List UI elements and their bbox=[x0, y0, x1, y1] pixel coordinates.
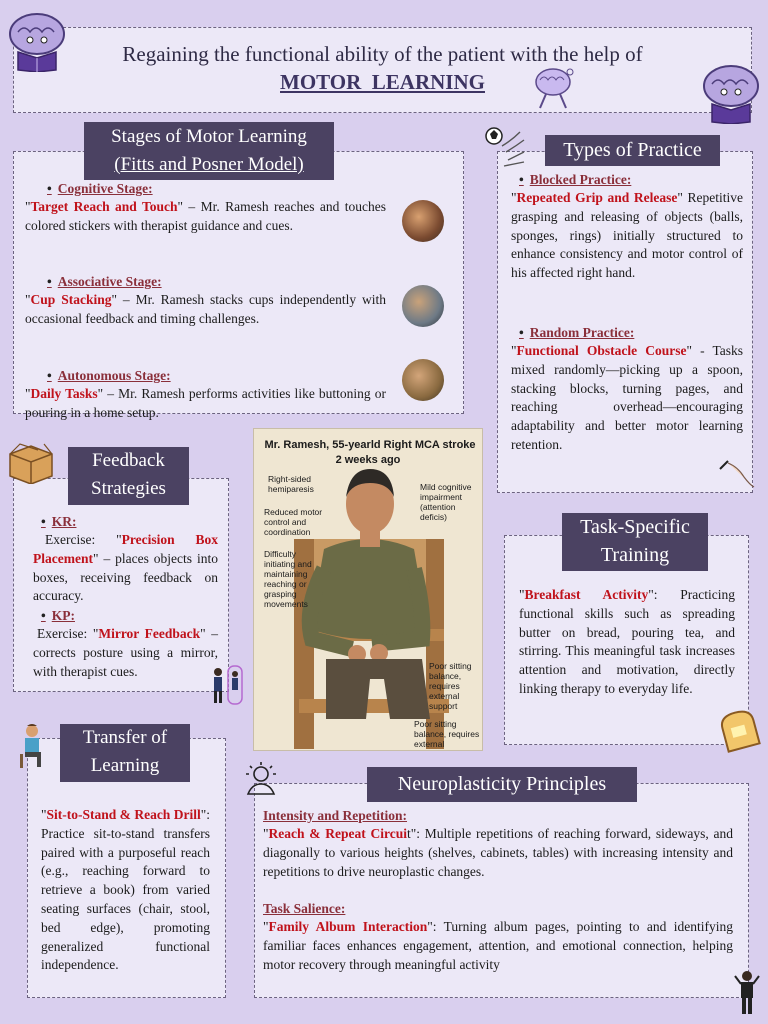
stage-label: • Autonomous Stage: bbox=[47, 367, 386, 385]
stages-header bbox=[84, 122, 334, 180]
practice-text: Tasks mixed randomly—picking up a spoon, stacking blocks, turning pages, and reaching overhead—encouraging adaptability and better motor learning retention. bbox=[511, 343, 743, 452]
stage-photo bbox=[402, 285, 444, 327]
feedback-header bbox=[68, 447, 189, 505]
stage-text: – Mr. Ramesh performs activities like buttoning or pouring in a home setup. bbox=[25, 386, 386, 420]
brain-reading-icon bbox=[698, 62, 764, 124]
brain-reading-icon bbox=[4, 10, 70, 72]
neuro-task: Reach & Repeat Circui bbox=[268, 826, 408, 841]
lightbulb-icon bbox=[242, 760, 280, 798]
title-box bbox=[13, 27, 752, 113]
page-title: Regaining the functional ability of the patient with the help of bbox=[122, 42, 643, 66]
practice-task: Functional Obstacle Course bbox=[516, 343, 687, 358]
soccer-hand-icon bbox=[484, 126, 530, 172]
transfer-header bbox=[60, 724, 190, 782]
patient-title: Mr. Ramesh, 55-yearld Right MCA stroke bbox=[264, 439, 476, 451]
neuro-salience: Task Salience: "Family Album Interaction": Turning album pages, pointing to and identifying familiar faces enhances engagement, attention, and emotional connection, helping motor recovery through meaningful activity bbox=[263, 901, 733, 972]
toast-icon bbox=[716, 708, 764, 754]
feedback-label: • KP: bbox=[41, 607, 218, 625]
feedback-text: – corrects posture using a mirror, with therapist cues. bbox=[33, 626, 218, 679]
neuro-header: Neuroplasticity Principles bbox=[367, 767, 637, 802]
task-specific-text: "Breakfast Activity": Practicing functional skills such as spreading butter on bread, pouring tea, and stirring. This meaningful task increases attention and motivation, directly linking therapy to everyday life. bbox=[519, 587, 735, 696]
practice-label: • Random Practice: bbox=[519, 324, 743, 342]
patient-subtitle: 2 weeks ago bbox=[335, 454, 401, 466]
brain-character-icon bbox=[528, 64, 578, 110]
neuro-intensity: Intensity and Repetition: "Reach & Repeat Circuit": Multiple repetitions of reaching forward, sideways, and diagonally to various heights (shelves, cabinets, tables) with increasing intensity and repetitions to drive neuroplastic changes. bbox=[263, 808, 733, 879]
feedback-label: • KR: bbox=[41, 513, 218, 531]
stage-autonomous: • Autonomous Stage: "Daily Tasks" – Mr. Ramesh performs activities like buttoning or pouring in a home setup. bbox=[25, 367, 386, 423]
practice-header: Types of Practice bbox=[545, 135, 720, 166]
mirror-people-icon bbox=[206, 664, 246, 708]
stages-header-line1: Stages of Motor Learning bbox=[111, 126, 307, 147]
patient-label: Poor sitting balance, requires external bbox=[414, 719, 480, 749]
stages-header-line2: (Fitts and Posner Model) bbox=[114, 154, 304, 175]
task-specific-header bbox=[562, 513, 708, 571]
transfer-text: "Sit-to-Stand & Reach Drill": Practice sit-to-stand transfers paired with a purposeful reach (e.g., reaching forward to retrieve a book) from varied seating surfaces (chair, stool, bed edge), promoting generalized functional independence. bbox=[41, 807, 210, 973]
transfer-header-line1: Transfer of bbox=[82, 727, 168, 748]
transfer-task: Sit-to-Stand & Reach Drill bbox=[46, 807, 201, 822]
person-sitting-icon bbox=[18, 724, 50, 768]
stage-text: – Mr. Ramesh reaches and touches colored stickers with therapist guidance and cues. bbox=[25, 199, 386, 233]
feedback-task: Mirror Feedback bbox=[98, 626, 201, 641]
feedback-prefix: Exercise: bbox=[37, 626, 93, 641]
feedback-header-line1: Feedback bbox=[92, 450, 165, 471]
feedback-header-line2: Strategies bbox=[91, 478, 166, 499]
transfer-header-line2: Learning bbox=[90, 755, 160, 776]
stage-label: • Associative Stage: bbox=[47, 273, 386, 291]
task-specific-header-line2: Training bbox=[600, 544, 670, 566]
neuro-label: Task Salience: bbox=[263, 901, 346, 916]
practice-label: • Blocked Practice: bbox=[519, 171, 743, 189]
neuro-task: Family Album Interaction bbox=[268, 919, 428, 934]
stage-photo bbox=[402, 200, 444, 242]
feedback-kp: • KP: Exercise: "Mirror Feedback" – corrects posture using a mirror, with therapist cues. bbox=[33, 607, 218, 681]
stage-associative: • Associative Stage: "Cup Stacking" – Mr. Ramesh stacks cups independently with occasional feedback and timing challenges. bbox=[25, 273, 386, 329]
person-icon bbox=[734, 970, 760, 1016]
patient-label: Mild cognitive impairment (attention deficis) bbox=[420, 482, 472, 522]
task-specific-task: Breakfast Activity bbox=[524, 587, 649, 602]
feedback-kr: • KR: Exercise: "Precision Box Placement" – places objects into boxes, receiving feedback on accuracy. bbox=[33, 513, 218, 606]
neuro-label: Intensity and Repetition: bbox=[263, 808, 408, 823]
stage-task: Target Reach and Touch bbox=[30, 199, 178, 214]
neuro-text: ": Turning album pages, pointing to and identifying familiar faces enhances engagement, attention, and emotional connection, helping motor recovery through meaningful activity bbox=[263, 919, 733, 972]
feedback-prefix: Exercise: bbox=[45, 532, 117, 547]
practice-random: • Random Practice: "Functional Obstacle Course" - Tasks mixed randomly—picking up a spoon, stacking blocks, turning pages, and reaching overhead—encouraging adaptability and better motor learning retention. bbox=[511, 324, 743, 455]
stage-label: • Cognitive Stage: bbox=[47, 180, 386, 198]
patient-label: Right-sided hemiparesis bbox=[268, 474, 314, 494]
practice-task: Repeated Grip and Release bbox=[516, 190, 678, 205]
practice-blocked: • Blocked Practice: "Repeated Grip and Release" Repetitive grasping and releasing of objects (balls, sponges, rings) initially structured to enhance consistency and motor control of his affected right hand. bbox=[511, 171, 743, 283]
page-subtitle: MOTOR LEARNING bbox=[280, 70, 485, 94]
feedback-text: – places objects into boxes, receiving feedback on accuracy. bbox=[33, 550, 218, 604]
patient-label: Poor sitting balance, requires external support bbox=[429, 661, 472, 711]
stage-task: Daily Tasks bbox=[30, 386, 98, 401]
neuro-text: t": Multiple repetitions of reaching forward, sideways, and diagonally to various heights (shelves, cabinets, tables) with increasing intensity and repetitions to drive neuroplastic changes. bbox=[263, 826, 733, 879]
stage-photo bbox=[402, 359, 444, 401]
stage-task: Cup Stacking bbox=[30, 292, 112, 307]
writing-hand-icon bbox=[716, 455, 756, 489]
patient-label: Reduced motor control and coordination bbox=[264, 507, 323, 537]
practice-text: Repetitive grasping and releasing of objects (balls, sponges, rings) initially structured to enhance consistency and motor control of his affected right hand. bbox=[511, 190, 743, 281]
patient-illustration bbox=[253, 428, 483, 751]
stage-text: – Mr. Ramesh stacks cups independently with occasional feedback and timing challenges. bbox=[25, 292, 386, 326]
box-icon bbox=[6, 440, 56, 484]
stage-cognitive: • Cognitive Stage: "Target Reach and Touch" – Mr. Ramesh reaches and touches colored stickers with therapist guidance and cues. bbox=[25, 180, 386, 236]
patient-label: Difficulty initiating and maintaining reaching or grasping movements bbox=[264, 549, 312, 609]
task-specific-header-line1: Task-Specific bbox=[580, 516, 690, 538]
feedback-task: Precision Box Placement bbox=[33, 532, 218, 566]
